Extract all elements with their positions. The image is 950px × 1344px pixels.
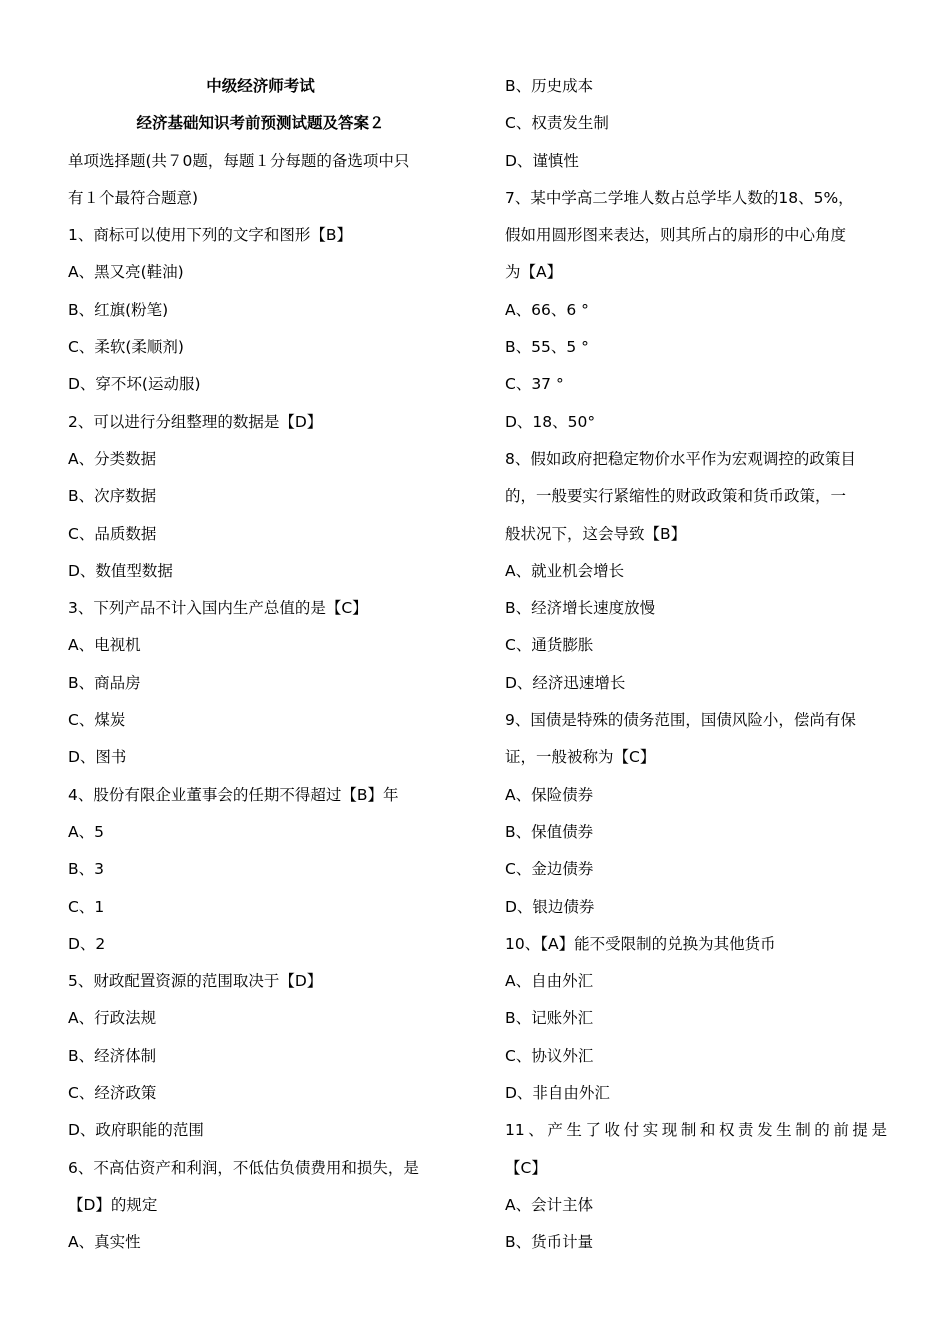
text-line: B、红旗(粉笔) [68,300,169,319]
left-column [68,68,453,1262]
text-line: C、经济政策 [68,1084,157,1103]
text-line: A、就业机会增长 [505,561,625,580]
text-line: B、经济增长速度放慢 [505,599,656,618]
text-line: C、柔软(柔顺剂) [68,338,184,357]
text-line: A、5 [68,822,104,841]
text-line: D、政府职能的范围 [68,1121,204,1140]
text-line: 证，一般被称为【C】 [505,748,656,767]
text-line: A、自由外汇 [505,972,594,991]
text-line: 的，一般要实行紧缩性的财政政策和货币政策，一 [505,487,847,506]
text-line: B、55、5 ° [505,338,589,357]
text-line: B、3 [68,860,104,879]
document-title-line: 经济基础知识考前预测试题及答案２ [136,114,385,133]
text-line: 2、可以进行分组整理的数据是【D】 [68,412,323,431]
text-line: B、经济体制 [68,1046,157,1065]
text-line: C、通货膨胀 [505,636,594,655]
text-line: A、会计主体 [505,1195,594,1214]
text-line: D、图书 [68,748,127,767]
text-line: A、黑又亮(鞋油) [68,263,184,282]
text-line: D、经济迅速增长 [505,673,626,692]
text-line: 假如用圆形图来表达，则其所占的扇形的中心角度 [505,226,847,245]
text-line: C、品质数据 [68,524,157,543]
text-line: 【C】 [505,1158,547,1177]
text-line: B、记账外汇 [505,1009,594,1028]
text-line: 【D】的规定 [68,1195,158,1214]
text-line: 3、下列产品不计入国内生产总值的是【C】 [68,599,368,618]
text-line: 9、国债是特殊的债务范围，国债风险小，偿尚有保 [505,711,856,730]
text-line: D、数值型数据 [68,561,173,580]
text-line: B、历史成本 [505,77,594,95]
text-line: D、18、50° [505,412,596,431]
text-line: B、货币计量 [505,1233,594,1252]
text-line: A、保险债券 [505,785,594,804]
text-line: D、2 [68,934,106,953]
text-line: D、银边债券 [505,897,595,916]
right-column [505,68,887,1262]
text-line: C、1 [68,897,105,916]
text-line: 1、商标可以使用下列的文字和图形【B】 [68,226,352,245]
text-line: 8、假如政府把稳定物价水平作为宏观调控的政策目 [505,449,856,468]
text-line: 单项选择题(共７0题，每题１分每题的备选项中只 [68,151,410,170]
text-line: 4、股份有限企业董事会的任期不得超过【B】年 [68,785,399,804]
text-line: C、权责发生制 [505,114,609,133]
text-line: 般状况下，这会导致【B】 [505,524,687,543]
text-line: 7、某中学高二学堆人数占总学毕人数的18、5%， [505,188,854,207]
text-line: C、金边债券 [505,860,594,879]
text-line: B、次序数据 [68,487,157,506]
text-line: 为【A】 [505,263,563,282]
text-line: D、谨慎性 [505,151,579,170]
text-line: B、商品房 [68,673,141,692]
text-line: A、电视机 [68,636,141,655]
text-line: C、煤炭 [68,711,126,730]
text-line: D、穿不坏(运动服) [68,375,201,394]
text-line: C、协议外汇 [505,1046,594,1065]
text-line: 11、产生了收付实现制和权责发生制的前提是 [505,1121,887,1140]
text-line: 有１个最符合题意) [68,188,199,207]
text-line: C、37 ° [505,375,564,394]
text-line: A、真实性 [68,1233,141,1252]
text-line: 6、不高估资产和利润，不低估负债费用和损失，是 [68,1158,419,1177]
document-title-line: 中级经济师考试 [206,77,315,95]
text-line: B、保值债券 [505,822,594,841]
text-line: A、66、6 ° [505,300,589,319]
text-line: 5、财政配置资源的范围取决于【D】 [68,972,323,991]
text-line: D、非自由外汇 [505,1084,610,1103]
text-line: A、分类数据 [68,449,157,468]
text-line: 10、【A】能不受限制的兑换为其他货币 [505,934,776,953]
text-line: A、行政法规 [68,1009,157,1028]
